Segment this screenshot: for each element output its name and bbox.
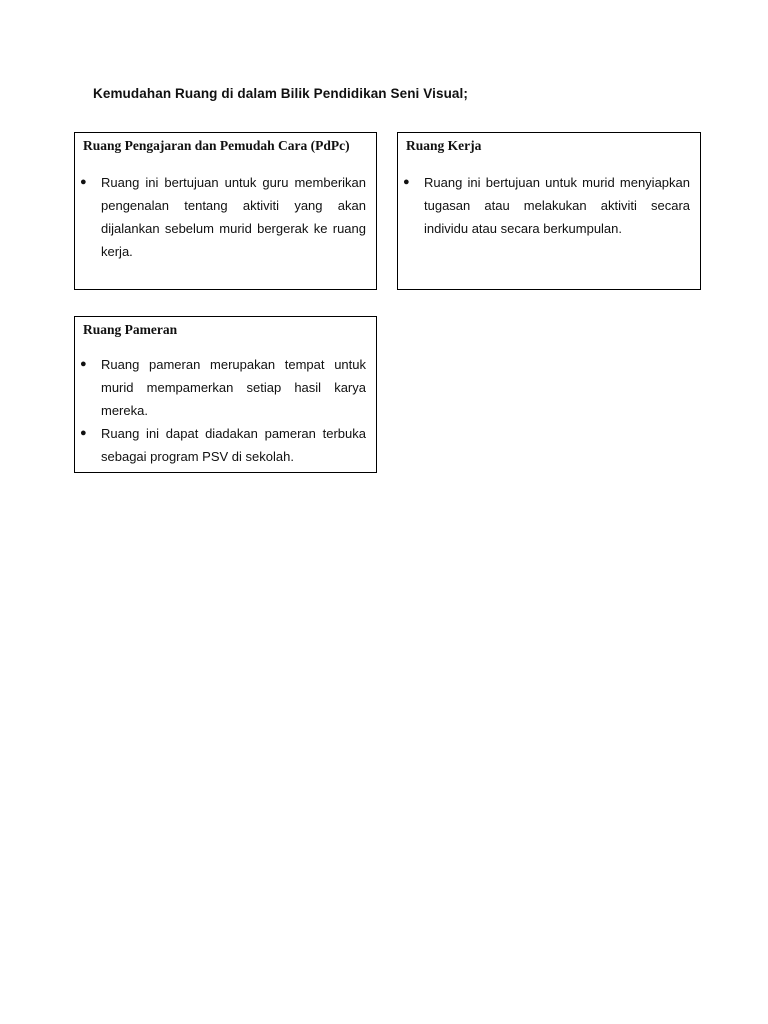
box-title: Ruang Pengajaran dan Pemudah Cara (PdPc) [83, 138, 350, 153]
bullet-icon: ● [80, 176, 87, 188]
page-heading: Kemudahan Ruang di dalam Bilik Pendidikan Seni Visual; [93, 86, 468, 101]
bullet-list [398, 171, 690, 240]
list-item-text: Ruang ini dapat diadakan pameran terbuka sebagai program PSV di sekolah. [101, 426, 366, 464]
box-title: Ruang Kerja [406, 138, 482, 153]
list-item [75, 422, 366, 468]
list-item [75, 353, 366, 422]
list-item [398, 171, 690, 240]
box-title: Ruang Pameran [83, 322, 178, 337]
list-item-text: Ruang ini bertujuan untuk guru memberikan pengenalan tentang aktiviti yang akan dijalankan sebelum murid bergerak ke ruang kerja. [101, 175, 366, 259]
bullet-icon: ● [80, 358, 87, 370]
list-item [75, 171, 366, 263]
list-item-text: Ruang pameran merupakan tempat untuk murid mempamerkan setiap hasil karya mereka. [101, 357, 366, 418]
bullet-icon: ● [80, 427, 87, 439]
bullet-icon: ● [403, 176, 410, 188]
box-ruang-kerja [397, 132, 701, 290]
list-item-text: Ruang ini bertujuan untuk murid menyiapkan tugasan atau melakukan aktiviti secara individu atau secara berkumpulan. [424, 175, 690, 236]
bullet-list [75, 353, 366, 468]
bullet-list [75, 171, 366, 263]
box-ruang-pengajaran [74, 132, 377, 290]
box-ruang-pameran [74, 316, 377, 473]
